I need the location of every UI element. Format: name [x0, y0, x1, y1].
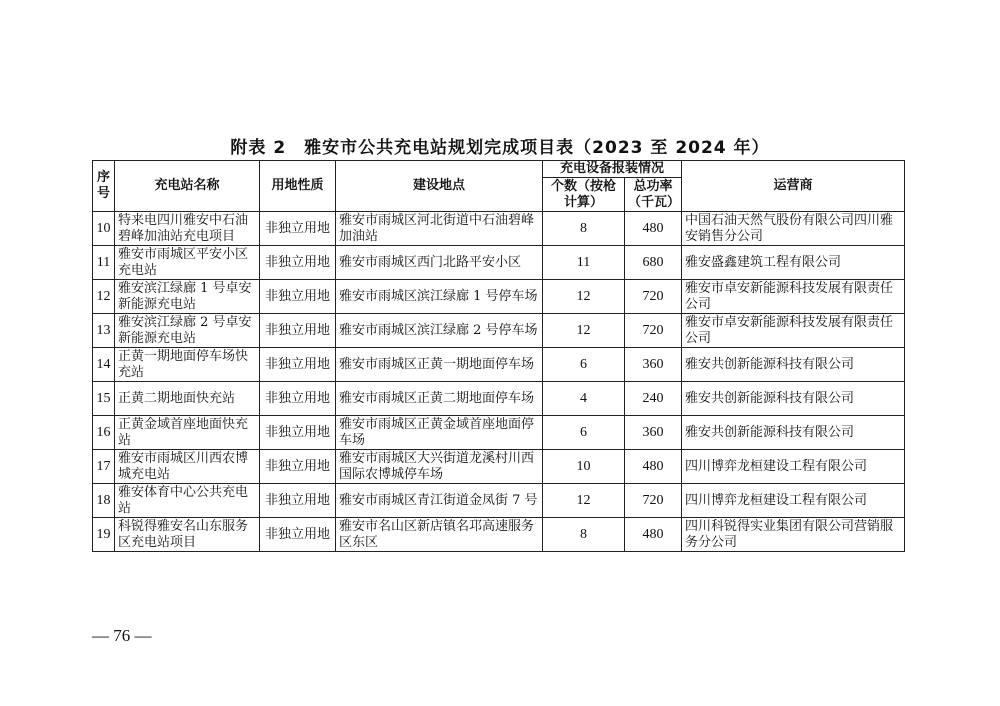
table-row [93, 382, 905, 416]
cell-operator: 四川博弈龙桓建设工程有限公司 [682, 484, 905, 518]
header-count: 个数（按枪计算） [543, 178, 625, 212]
cell-seq: 11 [93, 246, 115, 280]
cell-operator: 雅安盛鑫建筑工程有限公司 [682, 246, 905, 280]
cell-power: 720 [625, 280, 682, 314]
table-row [93, 450, 905, 484]
cell-location: 雅安市雨城区滨江绿廊 2 号停车场 [336, 314, 543, 348]
cell-seq: 18 [93, 484, 115, 518]
cell-name: 雅安市雨城区平安小区充电站 [115, 246, 260, 280]
table-row [93, 416, 905, 450]
cell-count: 11 [543, 246, 625, 280]
cell-location: 雅安市雨城区正黄一期地面停车场 [336, 348, 543, 382]
cell-land: 非独立用地 [260, 280, 336, 314]
cell-power: 480 [625, 518, 682, 552]
cell-location: 雅安市名山区新店镇名邛高速服务区东区 [336, 518, 543, 552]
cell-seq: 10 [93, 212, 115, 246]
cell-seq: 16 [93, 416, 115, 450]
cell-location: 雅安市雨城区滨江绿廊 1 号停车场 [336, 280, 543, 314]
page-number: — 76 — [92, 626, 152, 645]
header-equipment-group: 充电设备报装情况 [543, 161, 682, 178]
cell-name: 科锐得雅安名山东服务区充电站项目 [115, 518, 260, 552]
cell-power: 720 [625, 314, 682, 348]
cell-name: 正黄二期地面快充站 [115, 382, 260, 416]
table-row [93, 314, 905, 348]
cell-operator: 中国石油天然气股份有限公司四川雅安销售分公司 [682, 212, 905, 246]
header-operator: 运营商 [682, 161, 905, 212]
table-row [93, 280, 905, 314]
cell-count: 6 [543, 416, 625, 450]
cell-land: 非独立用地 [260, 450, 336, 484]
header-seq: 序号 [93, 161, 115, 212]
table-row [93, 518, 905, 552]
header-name: 充电站名称 [115, 161, 260, 212]
cell-land: 非独立用地 [260, 416, 336, 450]
table-row [93, 212, 905, 246]
cell-land: 非独立用地 [260, 212, 336, 246]
cell-name: 雅安滨江绿廊 2 号卓安新能源充电站 [115, 314, 260, 348]
cell-seq: 17 [93, 450, 115, 484]
cell-operator: 雅安市卓安新能源科技发展有限责任公司 [682, 314, 905, 348]
cell-operator: 雅安共创新能源科技有限公司 [682, 348, 905, 382]
cell-location: 雅安市雨城区河北街道中石油碧峰加油站 [336, 212, 543, 246]
cell-land: 非独立用地 [260, 314, 336, 348]
cell-count: 6 [543, 348, 625, 382]
cell-count: 12 [543, 280, 625, 314]
cell-operator: 四川博弈龙桓建设工程有限公司 [682, 450, 905, 484]
cell-count: 8 [543, 518, 625, 552]
cell-name: 正黄一期地面停车场快充站 [115, 348, 260, 382]
cell-location: 雅安市雨城区正黄金域首座地面停车场 [336, 416, 543, 450]
cell-land: 非独立用地 [260, 246, 336, 280]
cell-location: 雅安市雨城区青江街道金凤街 7 号 [336, 484, 543, 518]
header-power: 总功率（千瓦） [625, 178, 682, 212]
cell-power: 480 [625, 212, 682, 246]
cell-location: 雅安市雨城区大兴街道龙溪村川西国际农博城停车场 [336, 450, 543, 484]
cell-operator: 雅安共创新能源科技有限公司 [682, 382, 905, 416]
cell-location: 雅安市雨城区正黄二期地面停车场 [336, 382, 543, 416]
cell-operator: 雅安市卓安新能源科技发展有限责任公司 [682, 280, 905, 314]
cell-name: 正黄金域首座地面快充站 [115, 416, 260, 450]
cell-count: 4 [543, 382, 625, 416]
cell-power: 680 [625, 246, 682, 280]
header-land: 用地性质 [260, 161, 336, 212]
table-row [93, 348, 905, 382]
cell-seq: 13 [93, 314, 115, 348]
cell-location: 雅安市雨城区西门北路平安小区 [336, 246, 543, 280]
cell-power: 240 [625, 382, 682, 416]
cell-seq: 15 [93, 382, 115, 416]
cell-power: 360 [625, 348, 682, 382]
table-title: 附表 2 雅安市公共充电站规划完成项目表（2023 至 2024 年） [230, 138, 770, 158]
header-location: 建设地点 [336, 161, 543, 212]
cell-seq: 12 [93, 280, 115, 314]
cell-power: 360 [625, 416, 682, 450]
projects-table [92, 160, 905, 552]
cell-power: 720 [625, 484, 682, 518]
table-row [93, 246, 905, 280]
cell-name: 雅安滨江绿廊 1 号卓安新能源充电站 [115, 280, 260, 314]
cell-name: 特来电四川雅安中石油碧峰加油站充电项目 [115, 212, 260, 246]
cell-count: 10 [543, 450, 625, 484]
cell-count: 12 [543, 314, 625, 348]
cell-name: 雅安市雨城区川西农博城充电站 [115, 450, 260, 484]
cell-land: 非独立用地 [260, 382, 336, 416]
cell-land: 非独立用地 [260, 518, 336, 552]
table-row [93, 484, 905, 518]
cell-operator: 雅安共创新能源科技有限公司 [682, 416, 905, 450]
cell-land: 非独立用地 [260, 484, 336, 518]
cell-name: 雅安体育中心公共充电站 [115, 484, 260, 518]
cell-power: 480 [625, 450, 682, 484]
cell-seq: 14 [93, 348, 115, 382]
cell-count: 12 [543, 484, 625, 518]
cell-operator: 四川科锐得实业集团有限公司营销服务分公司 [682, 518, 905, 552]
cell-count: 8 [543, 212, 625, 246]
cell-seq: 19 [93, 518, 115, 552]
cell-land: 非独立用地 [260, 348, 336, 382]
